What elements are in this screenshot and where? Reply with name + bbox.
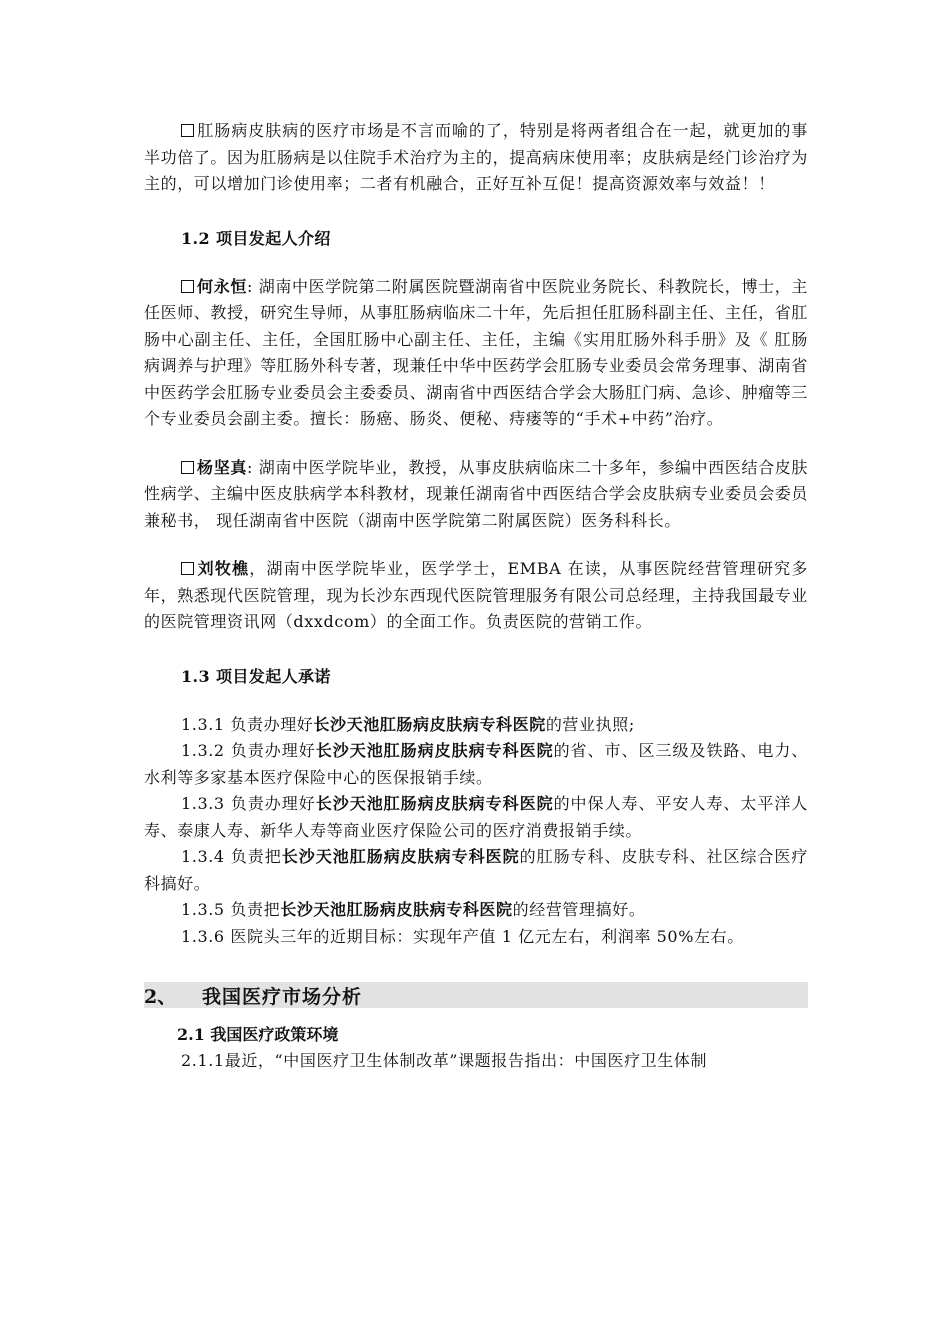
commitment-text: 负责办理好 <box>230 741 316 760</box>
section-1-2-heading: 1.2 项目发起人介绍 <box>181 228 331 248</box>
goal-text: 医院头三年的近期目标：实现年产值 1 亿元左右，利润率 50%左右。 <box>230 926 744 946</box>
commitment-item <box>144 844 808 897</box>
section-2-heading-bar <box>144 982 808 1008</box>
person-name: 杨坚真 <box>197 457 247 477</box>
commitment-number: 1.3.3 <box>181 794 225 813</box>
commitment-text: 负责把 <box>230 900 281 919</box>
commitment-text: 的营业执照; <box>545 714 635 734</box>
commitment-text: 的肛肠专科、皮肤专科、社区综合医疗科搞好。 <box>144 847 808 893</box>
intro-paragraph <box>144 118 808 198</box>
commitment-text: 负责办理好 <box>230 714 314 734</box>
checkbox-bullet-icon <box>181 461 194 474</box>
commitment-text: 负责办理好 <box>230 794 316 813</box>
hospital-name: 长沙天池肛肠病皮肤病专科医院 <box>313 714 546 734</box>
hospital-name: 长沙天池肛肠病皮肤病专科医院 <box>315 794 554 813</box>
checkbox-bullet-icon <box>181 124 194 137</box>
commitment-item <box>144 738 808 791</box>
person-bio: : 湖南中医学院毕业，教授，从事皮肤病临床二十多年，参编中西医结合皮肤性病学、主编中医皮肤病学本科教材，现兼任湖南省中西医结合学会皮肤病专业委员会委员兼秘书， 现任湖南省中医院（湖南中医学院第二附属医院）医务科科长。 <box>144 457 809 530</box>
commitment-number: 1.3.5 <box>181 900 225 919</box>
hospital-name: 长沙天池肛肠病皮肤病专科医院 <box>281 847 520 866</box>
intro-text: 肛肠病皮肤病的医疗市场是不言而喻的了，特别是将两者组合在一起，就更加的事半功倍了。因为肛肠病是以住院手术治疗为主的，提高病床使用率；皮肤病是经门诊治疗为主的，可以增加门诊使用率；二者有机融合，正好互补互促！提高资源效率与效益！！ <box>144 121 809 193</box>
person-paragraph-1 <box>144 274 808 433</box>
goal-number: 1.3.6 <box>181 926 225 946</box>
section-2-1-1-paragraph <box>144 1048 808 1075</box>
commitment-number: 1.3.2 <box>181 741 225 760</box>
section-2-title: 我国医疗市场分析 <box>202 985 363 1008</box>
section-2-number: 2、 <box>144 985 177 1008</box>
paragraph-text: 最近，“中国医疗卫生体制改革”课题报告指出：中国医疗卫生体制 <box>224 1051 708 1070</box>
commitment-item <box>144 897 808 924</box>
commitment-item <box>144 791 808 844</box>
section-2-1-heading: 2.1 我国医疗政策环境 <box>177 1025 339 1044</box>
commitment-number: 1.3.1 <box>181 714 225 734</box>
person-paragraph-3 <box>144 556 808 636</box>
commitment-item <box>144 712 808 739</box>
person-bio: ，湖南中医学院毕业，医学学士，EMBA 在读，从事医院经营管理研究多年，熟悉现代医院管理，现为长沙东西现代医院管理服务有限公司总经理，主持我国最专业的医院管理资讯网（dxxdcom）的全面工作。负责医院的营销工作。 <box>144 559 809 631</box>
checkbox-bullet-icon <box>181 562 194 575</box>
hospital-name: 长沙天池肛肠病皮肤病专科医院 <box>280 900 513 919</box>
commitment-number: 1.3.4 <box>181 847 225 866</box>
person-name: 何永恒 <box>197 276 247 296</box>
person-paragraph-2 <box>144 455 808 535</box>
checkbox-bullet-icon <box>181 280 194 293</box>
goal-item <box>144 924 808 951</box>
commitment-text: 的中保人寿、平安人寿、太平洋人寿、泰康人寿、新华人寿等商业医疗保险公司的医疗消费报销手续。 <box>144 794 808 840</box>
hospital-name: 长沙天池肛肠病皮肤病专科医院 <box>315 741 554 760</box>
person-name: 刘牧樵 <box>197 559 250 578</box>
section-1-3-heading: 1.3 项目发起人承诺 <box>181 666 331 686</box>
person-bio: : 湖南中医学院第二附属医院暨湖南省中医院业务院长、科教院长，博士，主任医师、教授，研究生导师，从事肛肠病临床二十年，先后担任肛肠科副主任、主任，省肛肠中心副主任、主任，全国肛肠中心副主任、主任，主编《实用肛肠外科手册》及《 肛肠病调养与护理》等肛肠外科专著，现兼任中华中医药学会肛肠专业委员会常务理事、湖南省中医药学会肛肠专业委员会主委委员、湖南省中西医结合学会大肠肛门病、急诊、肿瘤等三个专业委员会副主委。擅长：肠癌、肠炎、便秘、痔瘘等的“手术+中药”治疗。 <box>144 276 809 428</box>
commitment-text: 的省、市、区三级及铁路、电力、水利等多家基本医疗保险中心的医保报销手续。 <box>144 741 808 787</box>
commitment-text: 的经营管理搞好。 <box>512 900 646 919</box>
paragraph-number: 2.1.1 <box>181 1051 225 1070</box>
commitment-text: 负责把 <box>230 847 282 866</box>
document-content <box>144 118 808 1075</box>
